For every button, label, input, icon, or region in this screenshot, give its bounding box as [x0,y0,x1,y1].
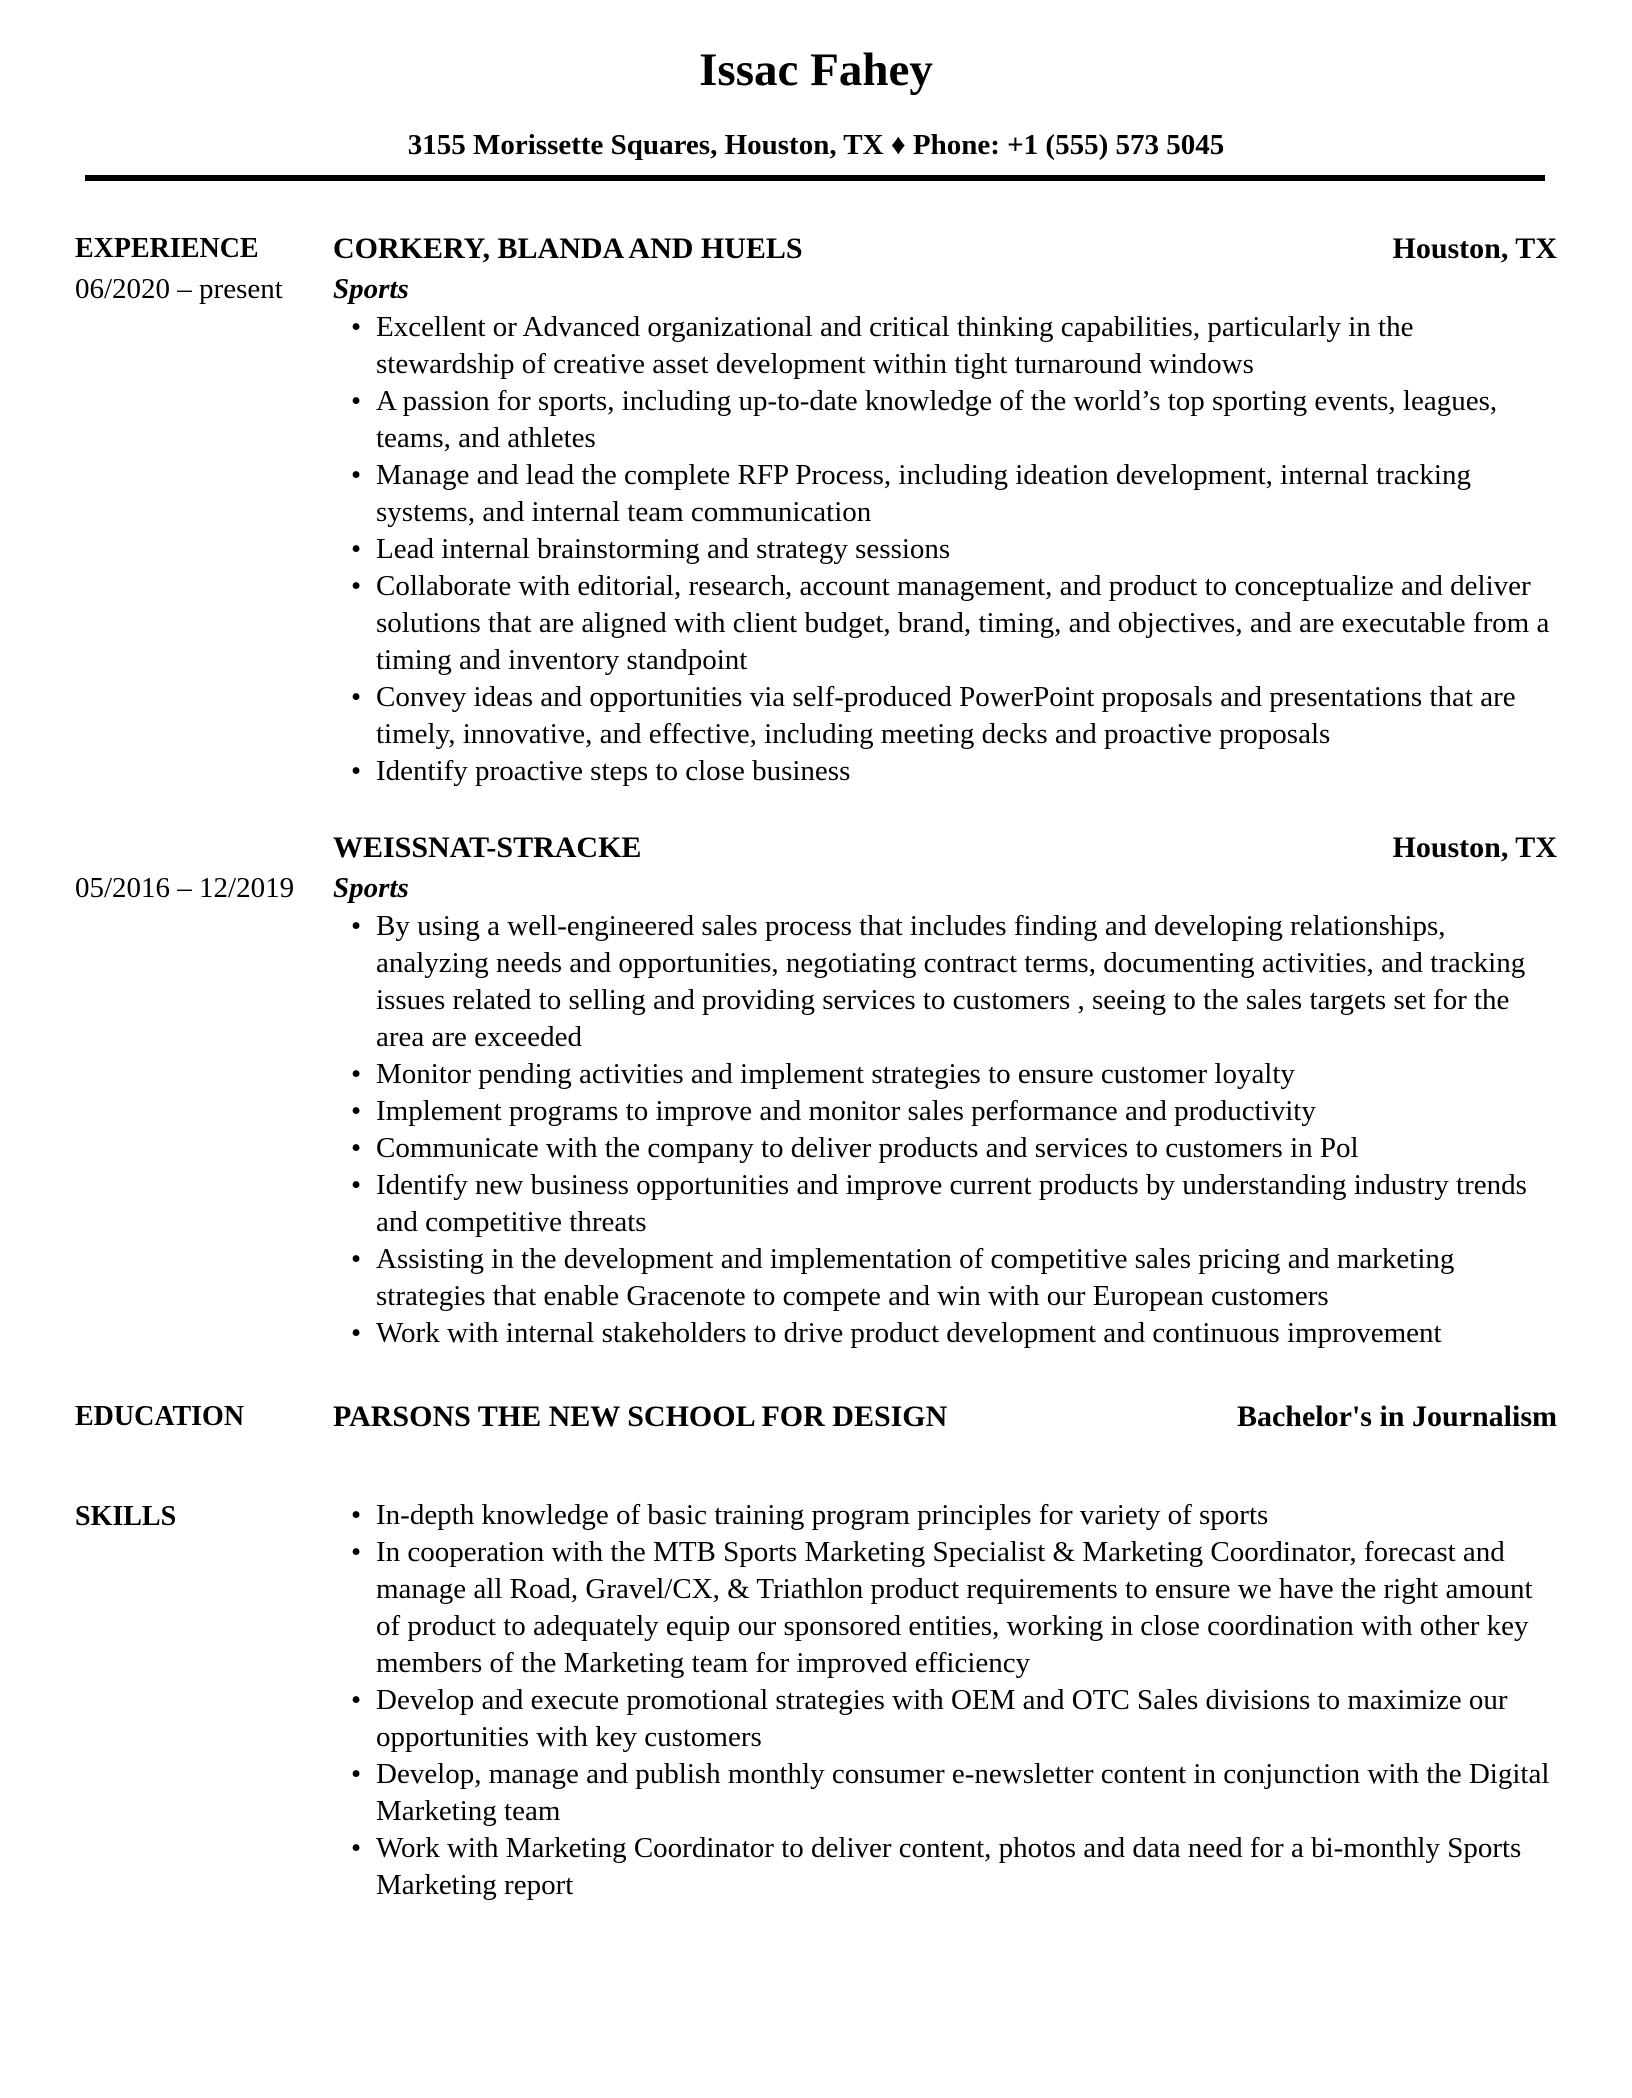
experience-section [75,229,1557,1352]
skills-label: SKILLS [75,1501,177,1532]
degree-name: Bachelor's in Journalism [1236,1400,1557,1433]
contact-line: 3155 Morissette Squares, Houston, TX ♦ Phone: +1 (555) 573 5045 [407,129,1225,161]
job-1-location: Houston, TX [1392,232,1557,265]
bullet-item: • Identify new business opportunities and improve current products by understanding industry trends and competitive threats [351,1167,1557,1241]
bullet-item: • Work with internal stakeholders to drive product development and continuous improvement [351,1315,1557,1352]
skills-section [75,1497,1557,1904]
bullet-item: • In cooperation with the MTB Sports Marketing Specialist & Marketing Coordinator, forecast and manage all Road, Gravel/CX, & Triathlon product requirements to ensure we have the right amount of product to adequately equip our sponsored entities, working in close coordination with other key members of the Marketing team for improved efficiency [351,1534,1557,1682]
skills-left-column [75,1497,333,1537]
bullet-item: • In-depth knowledge of basic training program principles for variety of sports [351,1497,1557,1534]
experience-label: EXPERIENCE [75,233,259,264]
bullet-item: • A passion for sports, including up-to-date knowledge of the world’s top sporting events, leagues, teams, and athletes [351,383,1557,457]
bullet-item: • Manage and lead the complete RFP Process, including ideation development, internal tracking systems, and internal team communication [351,457,1557,531]
skills-main-column [333,1497,1557,1904]
bullet-item: • Implement programs to improve and monitor sales performance and productivity [351,1093,1557,1130]
job-1-position: Sports [333,273,409,305]
person-name: Issac Fahey [699,44,933,96]
bullet-item: • Convey ideas and opportunities via self-produced PowerPoint proposals and presentations that are timely, innovative, and effective, including meeting decks and proactive proposals [351,679,1557,753]
job-1-main-column [333,229,1557,790]
header-divider [85,175,1545,181]
bullet-item: • Lead internal brainstorming and strategy sessions [351,531,1557,568]
job-2-position: Sports [333,872,409,904]
bullet-item: • Develop, manage and publish monthly consumer e-newsletter content in conjunction with the Digital Marketing team [351,1756,1557,1830]
bullet-item: • Identify proactive steps to close business [351,753,1557,790]
job-2-company: WEISSNAT-STRACKE [333,831,642,864]
job-1-bullet-list [333,309,1557,790]
resume-header [75,44,1557,162]
job-entry-2 [75,828,1557,1352]
bullet-item: • Collaborate with editorial, research, account management, and product to conceptualize and deliver solutions that are aligned with client budget, brand, timing, and objectives, and are executable from a timing and inventory standpoint [351,568,1557,679]
job-2-bullet-list [333,908,1557,1352]
bullet-item: • Assisting in the development and implementation of competitive sales pricing and marketing strategies that enable Gracenote to compete and win with our European customers [351,1241,1557,1315]
bullet-item: • Excellent or Advanced organizational and critical thinking capabilities, particularly in the stewardship of creative asset development within tight turnaround windows [351,309,1557,383]
job-2-main-column [333,828,1557,1352]
bullet-item: • By using a well-engineered sales process that includes finding and developing relationships, analyzing needs and opportunities, negotiating contract terms, documenting activities, and tracking issues related to selling and providing services to customers , seeing to the sales targets set for the area are exceeded [351,908,1557,1056]
job-1-company-row [333,229,1557,269]
job-1-dates: 06/2020 – present [75,273,283,305]
school-name: PARSONS THE NEW SCHOOL FOR DESIGN [333,1400,948,1433]
job-2-left-column [75,828,333,908]
job-1-company: CORKERY, BLANDA AND HUELS [333,232,803,265]
bullet-item: • Monitor pending activities and implement strategies to ensure customer loyalty [351,1056,1557,1093]
skills-bullet-list [333,1497,1557,1904]
education-section [75,1397,1557,1437]
bullet-item: • Work with Marketing Coordinator to deliver content, photos and data need for a bi-monthly Sports Marketing report [351,1830,1557,1904]
bullet-item: • Develop and execute promotional strategies with OEM and OTC Sales divisions to maximize our opportunities with key customers [351,1682,1557,1756]
education-main-column [333,1397,1557,1437]
education-label: EDUCATION [75,1401,245,1432]
bullet-item: • Communicate with the company to deliver products and services to customers in Pol [351,1130,1557,1167]
job-1-left-column [75,229,333,309]
job-entry-1 [75,229,1557,790]
job-2-dates: 05/2016 – 12/2019 [75,872,295,904]
education-left-column [75,1397,333,1437]
job-2-company-row [333,828,1557,868]
job-2-location: Houston, TX [1392,831,1557,864]
education-row [333,1397,1557,1437]
